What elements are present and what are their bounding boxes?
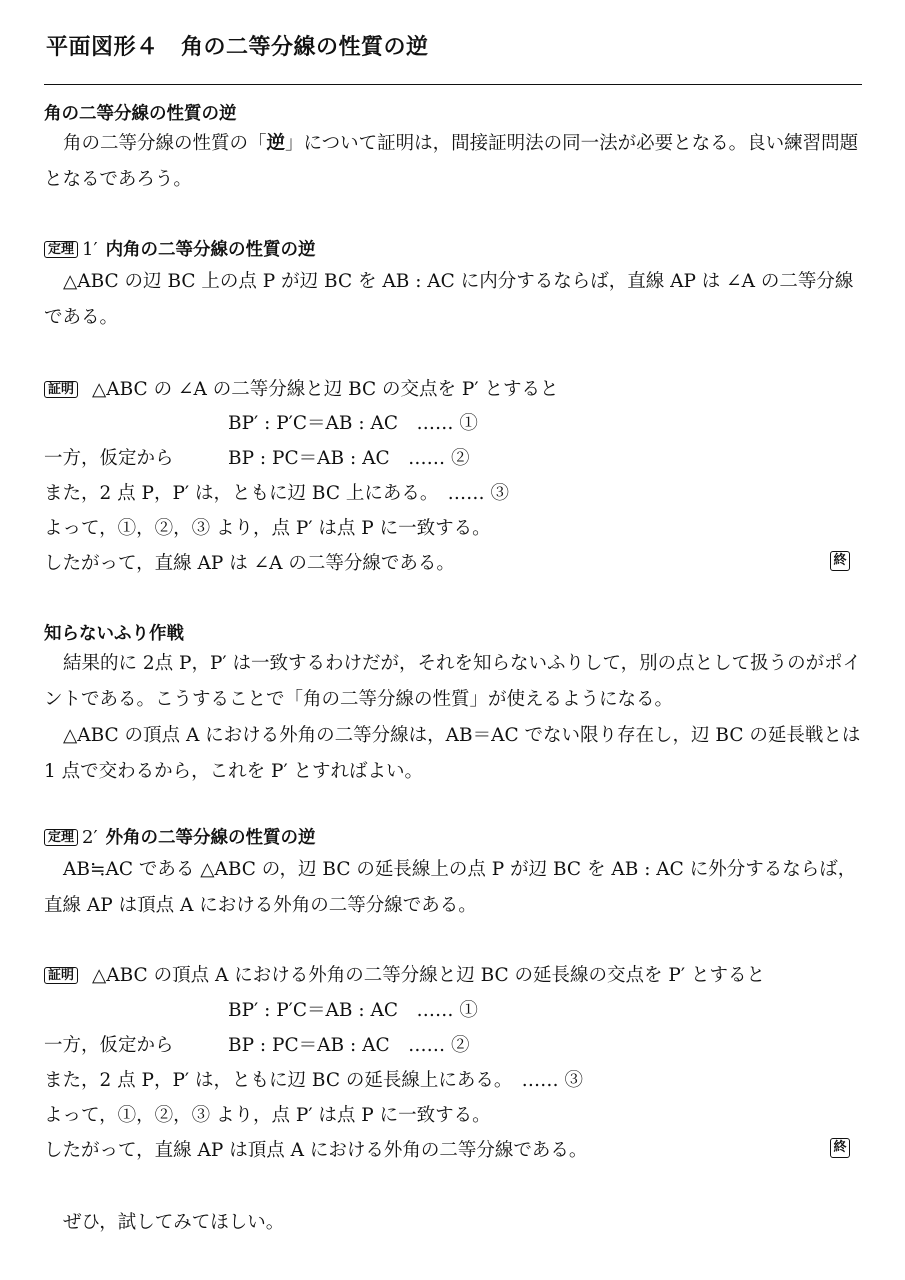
proof-1-line-7: したがって，直線 AP は ∠A の二等分線である。 xyxy=(44,553,455,574)
intro-text-after: 」について証明は，間接証明法の同一法が必要となる。良い練習問題となるであろう。 xyxy=(44,133,859,190)
proof-2-line-2: BP′ : P′C＝AB : AC …… ① xyxy=(228,1000,478,1021)
proof-1-text-1: △ABC の ∠A の二等分線と辺 BC の交点を P′ とすると xyxy=(92,379,559,400)
theorem-1-statement xyxy=(44,264,862,336)
theorem-1-header xyxy=(44,236,316,261)
closing-text: ぜひ，試してみてほしい。 xyxy=(63,1212,285,1233)
pretend-paragraph-2: △ABC の頂点 A における外角の二等分線は，AB＝AC でない限り存在し，辺 BC の延長戦とは 1 点で交わるから，これを P′ とすればよい。 xyxy=(44,725,861,782)
proof-1-line-1 xyxy=(44,375,558,401)
pretend-paragraphs xyxy=(44,646,862,790)
theorem-2-statement xyxy=(44,852,862,924)
theorem-number: 2′ xyxy=(82,827,98,848)
theorem-2-header xyxy=(44,824,316,849)
proof-2-line-7: したがって，直線 AP は頂点 A における外角の二等分線である。 xyxy=(44,1140,588,1161)
intro-text-strong: 逆 xyxy=(266,133,286,154)
proof-1-line-4: BP : PC＝AB : AC …… ② xyxy=(228,448,470,469)
proof-2-line-5: また，2 点 P，P′ は，ともに辺 BC の延長線上にある。 …… ③ xyxy=(44,1070,583,1091)
theorem-title: 外角の二等分線の性質の逆 xyxy=(105,828,316,848)
proof-2-line-1 xyxy=(44,961,765,987)
proof-badge: 証明 xyxy=(44,967,78,984)
proof-1-line-3: 一方，仮定から xyxy=(44,448,174,469)
proof-1-line-2: BP′ : P′C＝AB : AC …… ① xyxy=(228,413,478,434)
title-divider xyxy=(44,84,862,85)
proof-2-line-4: BP : PC＝AB : AC …… ② xyxy=(228,1035,470,1056)
proof-2-text-1: △ABC の頂点 A における外角の二等分線と辺 BC の延長線の交点を P′ とすると xyxy=(92,965,765,986)
proof-1-line-5: また，2 点 P，P′ は，ともに辺 BC 上にある。 …… ③ xyxy=(44,483,509,504)
proof-1-line-6: よって，①，②，③ より，点 P′ は点 P に一致する。 xyxy=(44,518,491,539)
theorem-title: 内角の二等分線の性質の逆 xyxy=(105,240,316,260)
proof-badge: 証明 xyxy=(44,381,78,398)
theorem-2-statement-text: AB≒AC である △ABC の，辺 BC の延長線上の点 P が辺 BC を AB : AC に外分するならば，直線 AP は頂点 A における外角の二等分線である。 xyxy=(44,859,857,916)
page-title: 平面図形４ 角の二等分線の性質の逆 xyxy=(46,35,429,60)
section-heading-pretend: 知らないふり作戦 xyxy=(44,624,184,644)
proof-1-end-mark: 終 xyxy=(830,551,850,571)
theorem-badge: 定理 xyxy=(44,241,78,258)
intro-text-before: 角の二等分線の性質の「 xyxy=(63,133,267,154)
theorem-number: 1′ xyxy=(82,239,98,260)
proof-2-end-mark: 終 xyxy=(830,1138,850,1158)
theorem-badge: 定理 xyxy=(44,829,78,846)
proof-2-line-6: よって，①，②，③ より，点 P′ は点 P に一致する。 xyxy=(44,1105,491,1126)
section-heading-converse: 角の二等分線の性質の逆 xyxy=(44,104,237,124)
intro-paragraph xyxy=(44,126,862,198)
theorem-1-statement-text: △ABC の辺 BC 上の点 P が辺 BC を AB : AC に内分するならば，直線 AP は ∠A の二等分線である。 xyxy=(44,271,854,328)
proof-2-line-3: 一方，仮定から xyxy=(44,1035,174,1056)
pretend-paragraph-1: 結果的に 2点 P，P′ は一致するわけだが，それを知らないふりして，別の点として扱うのがポイントである。こうすることで「角の二等分線の性質」が使えるようになる。 xyxy=(44,653,862,710)
